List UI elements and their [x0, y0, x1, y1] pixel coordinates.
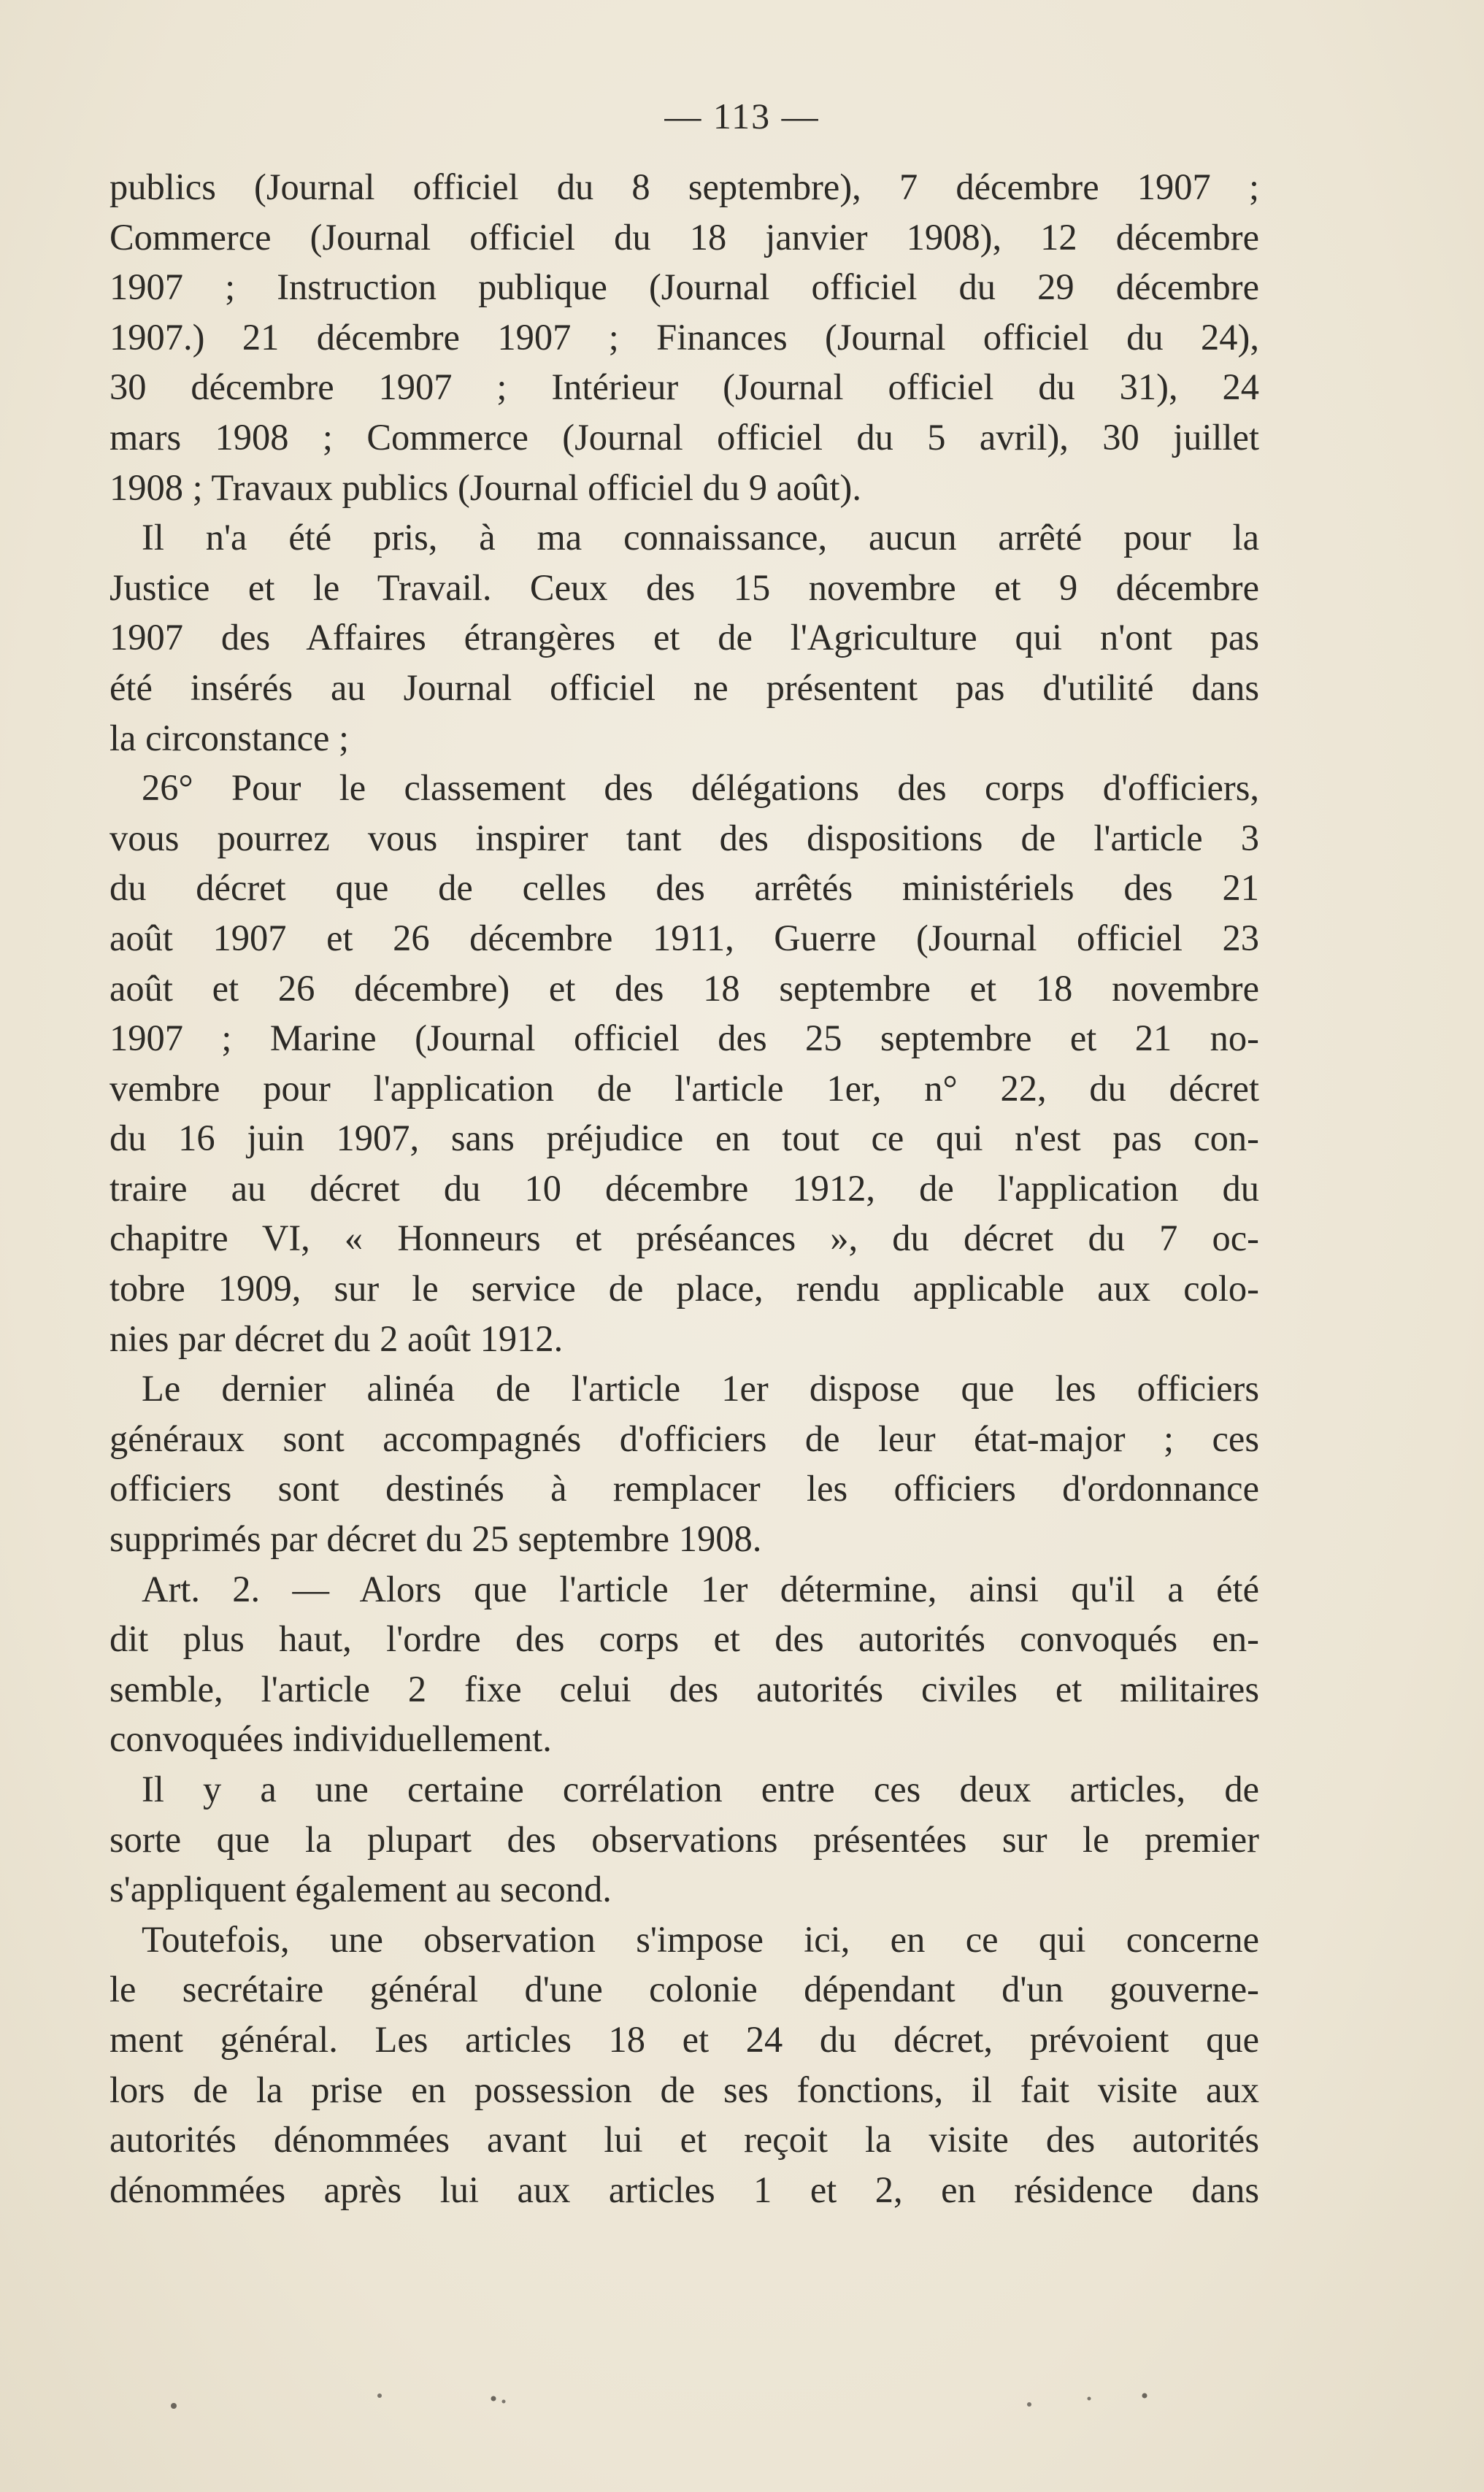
text-line: mars 1908 ; Commerce (Journal officiel du 5 avril), 30 juillet	[109, 416, 1259, 458]
text-line: Le dernier alinéa de l'article 1er dispose que les officiers	[142, 1368, 1259, 1410]
text-line: 1908 ; Travaux publics (Journal officiel du 9 août).	[109, 466, 861, 508]
text-line: Commerce (Journal officiel du 18 janvier 1908), 12 décembre	[109, 216, 1259, 258]
text-line: août 1907 et 26 décembre 1911, Guerre (Journal officiel 23	[109, 917, 1259, 958]
text-line: dit plus haut, l'ordre des corps et des autorités convoqués en-	[109, 1618, 1259, 1660]
text-line: 26° Pour le classement des délégations des corps d'officiers,	[142, 767, 1259, 809]
text-line: 1907 ; Marine (Journal officiel des 25 septembre et 21 no-	[109, 1018, 1259, 1059]
text-line: supprimés par décret du 25 septembre 1908.	[109, 1518, 762, 1560]
text-line: du décret que de celles des arrêtés ministériels des 21	[109, 867, 1259, 909]
text-line: Justice et le Travail. Ceux des 15 novembre et 9 décembre	[109, 566, 1259, 608]
text-line: Art. 2. — Alors que l'article 1er détermine, ainsi qu'il a été	[142, 1568, 1259, 1610]
text-line: Toutefois, une observation s'impose ici, en ce qui concerne	[142, 1918, 1259, 1960]
text-line: vembre pour l'application de l'article 1er, n° 22, du décret	[109, 1067, 1259, 1109]
body-text	[109, 162, 1259, 2215]
text-line: 1907.) 21 décembre 1907 ; Finances (Journal officiel du 24),	[109, 316, 1259, 358]
text-line: nies par décret du 2 août 1912.	[109, 1318, 564, 1359]
text-line: traire au décret du 10 décembre 1912, de l'application du	[109, 1167, 1259, 1209]
text-line: publics (Journal officiel du 8 septembre), 7 décembre 1907 ;	[109, 166, 1259, 207]
text-line: du 16 juin 1907, sans préjudice en tout ce qui n'est pas con-	[109, 1118, 1259, 1159]
text-line: ment général. Les articles 18 et 24 du décret, prévoient que	[109, 2018, 1259, 2060]
text-line: autorités dénommées avant lui et reçoit la visite des autorités	[109, 2119, 1259, 2161]
text-line: 1907 des Affaires étrangères et de l'Agriculture qui n'ont pas	[109, 617, 1259, 658]
text-line: généraux sont accompagnés d'officiers de leur état-major ; ces	[109, 1418, 1259, 1459]
text-line: convoquées individuellement.	[109, 1718, 552, 1760]
paper-specks-decoration	[0, 2380, 1484, 2423]
text-line: Il n'a été pris, à ma connaissance, aucun arrêté pour la	[142, 517, 1259, 558]
text-line: la circonstance ;	[109, 717, 350, 758]
text-line: août et 26 décembre) et des 18 septembre et 18 novembre	[109, 967, 1259, 1009]
page-number: — 113 —	[664, 96, 820, 136]
text-line: tobre 1909, sur le service de place, rendu applicable aux colo-	[109, 1268, 1259, 1310]
text-line: vous pourrez vous inspirer tant des dispositions de l'article 3	[109, 817, 1259, 858]
text-line: 1907 ; Instruction publique (Journal officiel du 29 décembre	[109, 266, 1259, 308]
text-line: Il y a une certaine corrélation entre ces deux articles, de	[142, 1769, 1259, 1810]
text-line: s'appliquent également au second.	[109, 1869, 612, 1910]
text-line: été insérés au Journal officiel ne présentent pas d'utilité dans	[109, 666, 1259, 708]
text-line: semble, l'article 2 fixe celui des autorités civiles et militaires	[109, 1668, 1259, 1710]
text-line: 30 décembre 1907 ; Intérieur (Journal officiel du 31), 24	[109, 366, 1259, 408]
text-line: le secrétaire général d'une colonie dépendant d'un gouverne-	[109, 1969, 1259, 2010]
text-line: sorte que la plupart des observations présentées sur le premier	[109, 1818, 1259, 1860]
text-line: chapitre VI, « Honneurs et préséances », du décret du 7 oc-	[109, 1218, 1259, 1259]
text-line: lors de la prise en possession de ses fonctions, il fait visite aux	[109, 2069, 1259, 2110]
text-line: officiers sont destinés à remplacer les officiers d'ordonnance	[109, 1468, 1259, 1510]
text-line: dénommées après lui aux articles 1 et 2, en résidence dans	[109, 2169, 1259, 2210]
